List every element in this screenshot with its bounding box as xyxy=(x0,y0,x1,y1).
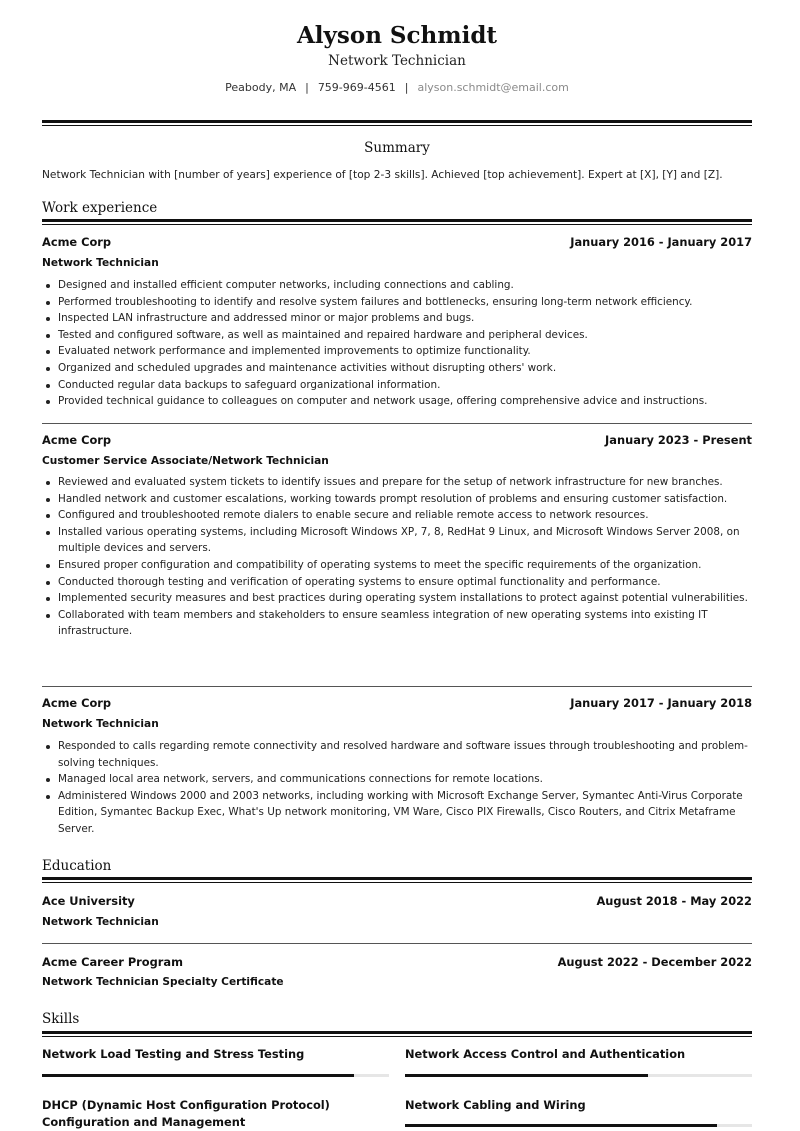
education-heading: Education xyxy=(42,858,112,874)
job-header xyxy=(42,235,752,249)
contact-separator: | xyxy=(404,81,409,94)
candidate-title: Network Technician xyxy=(328,53,466,69)
education-degree: Network Technician Specialty Certificate xyxy=(42,976,284,988)
contact-phone: 759-969-4561 xyxy=(317,81,396,94)
list-item: Conducted regular data backups to safeguard organizational information. xyxy=(42,377,752,394)
job-bullets xyxy=(42,277,752,410)
list-item: Provided technical guidance to colleagues on computer and network usage, offering comprehensive advice and instructions. xyxy=(42,393,752,410)
job-company: Acme Corp xyxy=(42,235,112,249)
skill-level-bar xyxy=(42,1074,389,1077)
job-bullets xyxy=(42,474,752,640)
job-divider xyxy=(42,423,752,424)
job-role: Customer Service Associate/Network Technician xyxy=(42,455,329,467)
skill-level-fill xyxy=(405,1074,648,1077)
list-item: Designed and installed efficient computer networks, including connections and cabling. xyxy=(42,277,752,294)
skill-name: Network Load Testing and Stress Testing xyxy=(42,1047,305,1061)
job-dates: January 2016 - January 2017 xyxy=(570,235,752,249)
job-company: Acme Corp xyxy=(42,696,112,710)
education-header xyxy=(42,894,752,908)
list-item: Responded to calls regarding remote connectivity and resolved hardware and software issues through troubleshooting and problem-solving techniques. xyxy=(42,738,752,771)
skill-level-bar xyxy=(405,1124,752,1127)
list-item: Managed local area network, servers, and communications connections for remote locations. xyxy=(42,771,752,788)
summary-heading: Summary xyxy=(364,140,430,156)
skill-level-bar xyxy=(405,1074,752,1077)
summary-text: Network Technician with [number of years] experience of [top 2-3 skills]. Achieved [top achievement]. Expert at [X], [Y] and [Z]. xyxy=(42,169,723,181)
list-item: Ensured proper configuration and compatibility of operating systems to meet the specific requirements of the organization. xyxy=(42,557,752,574)
list-item: Handled network and customer escalations, working towards prompt resolution of problems and ensuring customer satisfaction. xyxy=(42,491,752,508)
work-heading: Work experience xyxy=(42,200,158,216)
job-role: Network Technician xyxy=(42,257,159,269)
education-dates: August 2022 - December 2022 xyxy=(557,955,752,969)
skill-name: Network Access Control and Authentication xyxy=(405,1047,686,1061)
education-school: Ace University xyxy=(42,894,135,908)
job-dates: January 2023 - Present xyxy=(605,433,752,447)
education-item-divider xyxy=(42,943,752,944)
education-divider xyxy=(42,877,752,880)
candidate-name: Alyson Schmidt xyxy=(296,22,498,49)
list-item: Evaluated network performance and implemented improvements to optimize functionality. xyxy=(42,343,752,360)
education-dates: August 2018 - May 2022 xyxy=(596,894,752,908)
education-header xyxy=(42,955,752,969)
work-divider xyxy=(42,219,752,222)
list-item: Tested and configured software, as well as maintained and repaired hardware and peripheral devices. xyxy=(42,327,752,344)
skills-heading: Skills xyxy=(42,1011,80,1027)
list-item: Implemented security measures and best practices during operating system installations to protect against potential vulnerabilities. xyxy=(42,590,752,607)
skill-level-fill xyxy=(42,1074,354,1077)
job-divider xyxy=(42,686,752,687)
list-item: Reviewed and evaluated system tickets to identify issues and prepare for the setup of network infrastructure for new branches. xyxy=(42,474,752,491)
list-item: Configured and troubleshooted remote dialers to enable secure and reliable remote access to network resources. xyxy=(42,507,752,524)
list-item: Organized and scheduled upgrades and maintenance activities without disrupting others' work. xyxy=(42,360,752,377)
skill-level-fill xyxy=(405,1124,717,1127)
list-item: Collaborated with team members and stakeholders to ensure seamless integration of new operating systems into existing IT infrastructure. xyxy=(42,607,752,640)
header-divider xyxy=(42,120,752,123)
job-header xyxy=(42,696,752,710)
job-role: Network Technician xyxy=(42,718,159,730)
education-degree: Network Technician xyxy=(42,916,159,928)
contact-location: Peabody, MA xyxy=(225,81,297,94)
job-bullets xyxy=(42,738,752,838)
job-company: Acme Corp xyxy=(42,433,112,447)
education-school: Acme Career Program xyxy=(42,955,183,969)
job-dates: January 2017 - January 2018 xyxy=(570,696,752,710)
list-item: Administered Windows 2000 and 2003 networks, including working with Microsoft Exchange Server, Symantec Anti-Virus Corporate Edition, Symantec Backup Exec, What's Up network monitoring, VM Ware, Cisco PIX Firewalls, Cisco Routers, and Citrix Metaframe Server. xyxy=(42,788,752,838)
skills-divider xyxy=(42,1031,752,1034)
skill-name: DHCP (Dynamic Host Configuration Protocol) Configuration and Management xyxy=(42,1098,330,1129)
list-item: Performed troubleshooting to identify and resolve system failures and bottlenecks, ensuring long-term network efficiency. xyxy=(42,294,752,311)
job-header xyxy=(42,433,752,447)
contact-email[interactable]: alyson.schmidt@email.com xyxy=(417,81,569,94)
list-item: Installed various operating systems, including Microsoft Windows XP, 7, 8, RedHat 9 Linux, and Microsoft Windows Server 2008, on multiple devices and servers. xyxy=(42,524,752,557)
skill-name: Network Cabling and Wiring xyxy=(405,1098,586,1112)
list-item: Conducted thorough testing and verification of operating systems to ensure optimal functionality and performance. xyxy=(42,574,752,591)
contact-line xyxy=(42,81,752,94)
contact-separator: | xyxy=(305,81,309,94)
list-item: Inspected LAN infrastructure and addressed minor or major problems and bugs. xyxy=(42,310,752,327)
